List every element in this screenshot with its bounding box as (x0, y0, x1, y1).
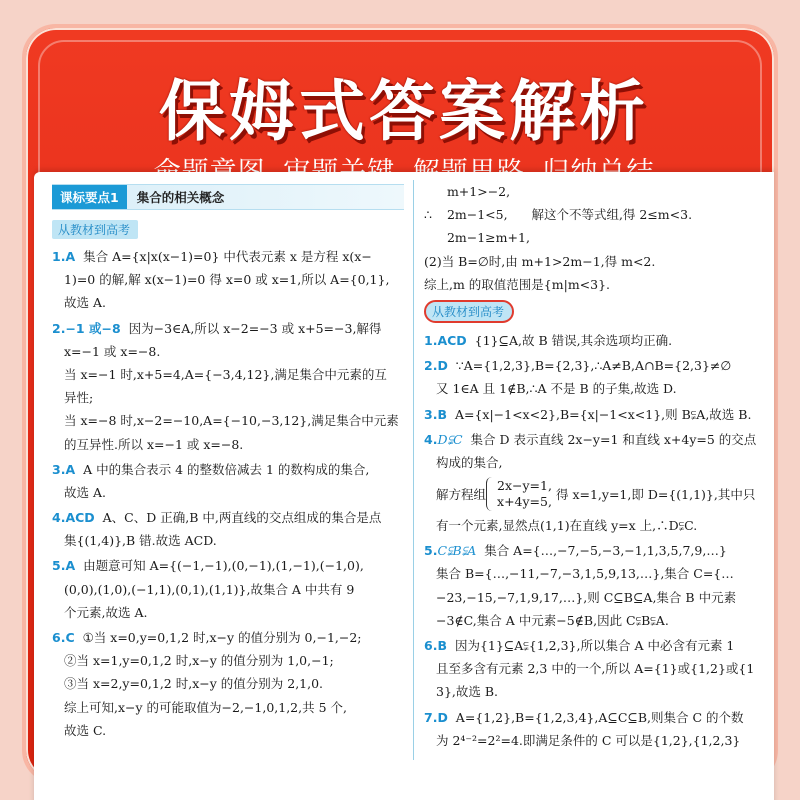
item-number: 7. (424, 709, 438, 725)
answer-sheet (34, 172, 774, 800)
item-text: 又 1∈A 且 1∉B,∴A 不是 B 的子集,故选 D. (436, 381, 677, 397)
item-answer: D (437, 358, 448, 374)
item-number: 4. (52, 510, 66, 526)
item-text: A、C、D 正确,B 中,两直线的交点组成的集合是点 (102, 510, 382, 526)
item-text: 异性; (64, 390, 94, 406)
item-number: 6. (424, 638, 438, 653)
item-text: ③当 x=2,y=0,1,2 时,x−y 的值分别为 2,1,0. (64, 676, 324, 692)
item-answer: C⫋B⫋A (437, 543, 477, 559)
item-answer: −1 或−8 (65, 320, 121, 336)
item-number: 4. (424, 431, 438, 447)
answer-item (424, 329, 774, 352)
item-text: 故选 C. (64, 722, 107, 738)
answer-item (52, 554, 404, 624)
system-line: m+1>−2, (446, 184, 511, 199)
item-text: ②当 x=1,y=0,1,2 时,x−y 的值分别为 1,0,−1; (64, 653, 334, 669)
item-text: 且至多含有元素 2,3 中的一个,所以 A={1}或{1,2}或{1 (436, 661, 755, 677)
item-text: 集合 A={…,−7,−5,−3,−1,1,3,5,7,9,…} (484, 543, 727, 559)
item-text: 集{(1,4)},B 错.故选 ACD. (64, 533, 217, 549)
item-number: 3. (52, 461, 66, 477)
item-answer: D (437, 709, 448, 725)
item-text: 的互异性.所以 x=−1 或 x=−8. (64, 436, 244, 452)
item-answer: ACD (65, 510, 95, 526)
item-text: 构成的集合, (436, 454, 503, 470)
answer-item (424, 634, 774, 704)
item-answer: C (65, 630, 75, 645)
answer-item (52, 506, 404, 552)
section-header (52, 184, 404, 210)
system-line: 2m−1≥m+1, (446, 230, 530, 246)
item-number: 5. (424, 543, 438, 559)
item-text: 综上可知,x−y 的可能取值为−2,−1,0,1,2,共 5 个, (64, 699, 347, 715)
inequality-system (424, 180, 774, 250)
answer-item (52, 458, 404, 504)
item-answer: B (437, 406, 447, 422)
item-text: 3},故选 B. (436, 684, 499, 700)
item-number: 1. (424, 332, 438, 348)
item-text: ∵A={1,2,3},B={2,3},∴A≠B,A∩B={2,3}≠∅ (455, 358, 732, 374)
system-line: 2x−y=1, (497, 478, 552, 494)
section-title: 集合的相关概念 (136, 190, 225, 205)
answer-item (424, 539, 774, 632)
item-answer: A (65, 558, 76, 574)
item-text: 当 x=−1 时,x+5=4,A={−3,4,12},满足集合中元素的互 (64, 366, 387, 382)
brace-symbol (486, 477, 494, 511)
left-column (52, 180, 404, 742)
therefore-symbol: ∴ (424, 207, 432, 223)
item-number: 6. (52, 630, 66, 645)
source-tag: 从教材到高考 (52, 220, 138, 239)
item-number: 1. (52, 249, 66, 264)
banner-title: 保姆式答案解析 (159, 73, 649, 150)
answer-item (424, 354, 774, 400)
text-line: (2)当 B=∅时,由 m+1>2m−1,得 m<2. (424, 253, 656, 269)
item-text: 故选 A. (64, 484, 106, 500)
item-text: 有一个元素,显然点(1,1)在直线 y=x 上,∴D⫋C. (436, 518, 698, 534)
item-text: −23,−15,−7,1,9,17,…},则 C⊆B⊆A,集合 B 中元素 (436, 589, 737, 605)
item-answer: A (65, 249, 76, 264)
item-number: 2. (424, 358, 438, 374)
answer-item (52, 317, 404, 456)
text-line: 综上,m 的取值范围是{m|m<3}. (424, 276, 611, 292)
system-line: 2m−1<5, 解这个不等式组,得 2≤m<3. (446, 207, 693, 223)
item-text: (0,0),(1,0),(−1,1),(0,1),(1,1)},故集合 A 中共有 9 (64, 581, 355, 597)
solve-prefix: 解方程组 (436, 487, 487, 503)
item-text: 因为−3∈A,所以 x−2=−3 或 x+5=−3,解得 (128, 320, 382, 336)
system-note: 解这个不等式组,得 2≤m<3. (531, 207, 693, 223)
item-text: A={1,2},B={1,2,3,4},A⊆C⊆B,则集合 C 的个数 (455, 709, 744, 725)
item-number: 3. (424, 406, 438, 422)
source-tag-circled: 从教材到高考 (424, 300, 514, 323)
item-answer: A (65, 461, 76, 477)
item-text: A={x|−1<x<2},B={x|−1<x<1},则 B⫋A,故选 B. (454, 406, 752, 422)
answer-item (52, 245, 404, 315)
item-text: 故选 A. (64, 295, 106, 311)
item-text: 集合 D 表示直线 2x−y=1 和直线 x+4y=5 的交点 (470, 431, 757, 447)
item-answer: B (437, 638, 447, 653)
answer-item (424, 428, 774, 538)
item-text: 由题意可知 A={(−1,−1),(0,−1),(1,−1),(−1,0), (83, 558, 364, 574)
item-number: 5. (52, 558, 66, 574)
item-text: 集合 B={…,−11,−7,−3,1,5,9,13,…},集合 C={… (436, 566, 734, 582)
item-text: 因为{1}⊆A⫋{1,2,3},所以集合 A 中必含有元素 1 (454, 638, 735, 653)
item-number: 2. (52, 320, 66, 336)
answer-item (52, 626, 404, 742)
item-text: 集合 A={x|x(x−1)=0} 中代表元素 x 是方程 x(x− (83, 249, 372, 264)
section-badge: 课标要点1 (52, 185, 127, 209)
item-text: {1}⊆A,故 B 错误,其余选项均正确. (474, 332, 673, 348)
item-text: x=−1 或 x=−8. (64, 343, 161, 359)
answer-item (424, 403, 774, 426)
right-column (424, 180, 774, 752)
item-answer: D⫋C (437, 431, 463, 447)
item-text: 为 2⁴⁻²=2²=4.即满足条件的 C 可以是{1,2},{1,2,3} (436, 732, 741, 748)
item-text: A 中的集合表示 4 的整数倍减去 1 的数构成的集合, (83, 461, 370, 477)
item-text: −3∉C,集合 A 中元素−5∉B,因此 C⫋B⫋A. (436, 612, 669, 628)
item-text: 1)=0 的解,解 x(x−1)=0 得 x=0 或 x=1,所以 A={0,1}, (64, 272, 390, 288)
equation-system (424, 474, 774, 514)
column-divider (413, 180, 414, 760)
item-answer: ACD (437, 332, 467, 348)
answer-item (424, 706, 774, 752)
solve-note: 得 x=1,y=1,即 D={(1,1)},其中只 (555, 487, 756, 503)
item-text: ①当 x=0,y=0,1,2 时,x−y 的值分别为 0,−1,−2; (82, 630, 362, 645)
item-text: 当 x=−8 时,x−2=−10,A={−10,−3,12},满足集合中元素 (64, 413, 399, 429)
item-text: 个元素,故选 A. (64, 604, 148, 620)
system-line: x+4y=5, (497, 494, 552, 510)
